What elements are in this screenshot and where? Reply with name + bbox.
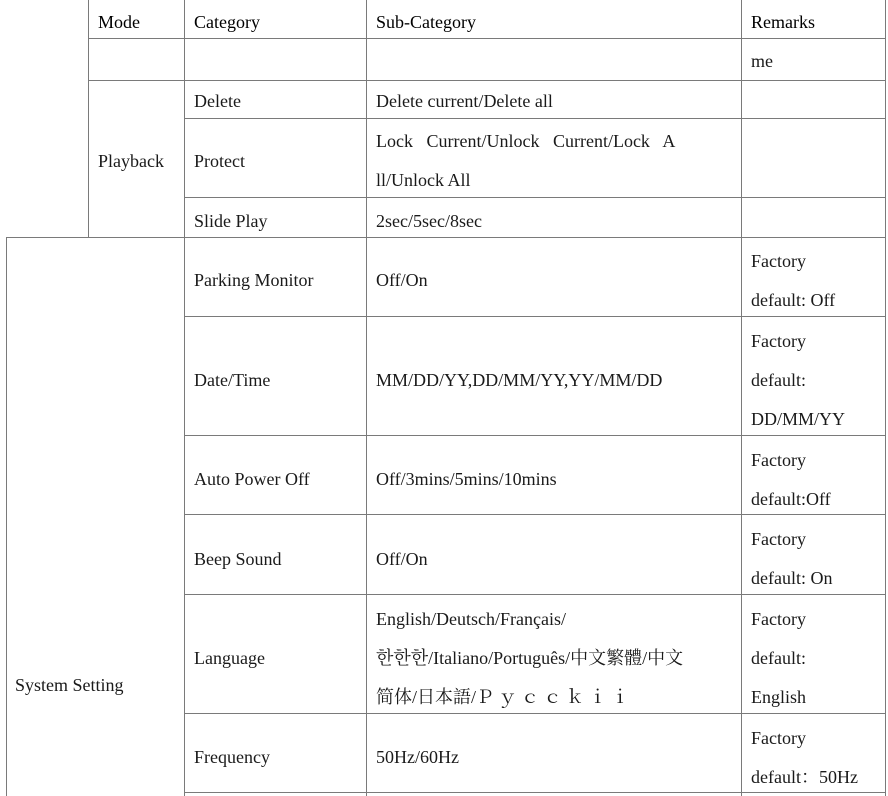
column-divider [741,0,742,796]
header-subcategory: Sub-Category [376,12,476,32]
row-divider [184,118,886,119]
row-divider [184,792,886,793]
category-slide-play: Slide Play [194,211,268,231]
row-divider [184,713,886,714]
remarks-date-time-line3: DD/MM/YY [751,409,846,429]
header-remarks: Remarks [751,12,815,32]
subcategory-beep-sound: Off/On [376,549,428,569]
category-parking-monitor: Parking Monitor [194,270,314,290]
subcategory-delete: Delete current/Delete all [376,91,553,111]
remarks-beep-sound-line2: default: On [751,568,833,588]
column-divider [366,0,367,796]
remarks-auto-power-off-line2: default:Off [751,489,831,509]
header-category: Category [194,12,260,32]
subcategory-slide-play: 2sec/5sec/8sec [376,211,482,231]
row-divider [88,80,886,81]
row-divider [184,514,886,515]
remarks-parking-monitor-line1: Factory [751,251,806,271]
column-divider [6,237,7,796]
header-mode: Mode [98,12,140,32]
subcategory-language-line2: 한한한/Italiano/Português/中文繁體/中文 [376,648,684,668]
remarks-parking-monitor-line2: default: Off [751,290,836,310]
row-divider [184,435,886,436]
category-date-time: Date/Time [194,370,271,390]
mode-playback: Playback [98,151,164,171]
row-divider [184,594,886,595]
subcategory-language-line3: 简体/日本語/Ｐ ｙ ｃ ｃ ｋ ｉ ｉ [376,687,630,707]
subcategory-protect-line1: Lock Current/Unlock Current/Lock A [376,131,676,151]
remarks-date-time-line2: default: [751,370,806,390]
subcategory-parking-monitor: Off/On [376,270,428,290]
remarks-continuation: me [751,51,773,71]
subcategory-frequency: 50Hz/60Hz [376,747,459,767]
subcategory-auto-power-off: Off/3mins/5mins/10mins [376,469,557,489]
column-divider [88,0,89,238]
row-divider [184,197,886,198]
remarks-beep-sound-line1: Factory [751,529,806,549]
subcategory-protect-line2: ll/Unlock All [376,170,471,190]
subcategory-language-line1: English/Deutsch/Français/ [376,609,566,629]
column-divider [885,0,886,796]
remarks-language-line1: Factory [751,609,806,629]
remarks-language-line3: English [751,687,807,707]
category-beep-sound: Beep Sound [194,549,282,569]
remarks-date-time-line1: Factory [751,331,806,351]
category-delete: Delete [194,91,241,111]
category-language: Language [194,648,265,668]
subcategory-date-time: MM/DD/YY,DD/MM/YY,YY/MM/DD [376,370,663,390]
remarks-language-line2: default: [751,648,806,668]
row-divider [184,316,886,317]
row-divider [88,38,886,39]
mode-system-setting: System Setting [15,675,124,695]
remarks-frequency-line2: default：50Hz [751,767,858,787]
category-frequency: Frequency [194,747,270,767]
row-divider [6,237,886,238]
remarks-frequency-line1: Factory [751,728,806,748]
remarks-auto-power-off-line1: Factory [751,450,806,470]
category-auto-power-off: Auto Power Off [194,469,310,489]
column-divider [184,0,185,796]
category-protect: Protect [194,151,245,171]
